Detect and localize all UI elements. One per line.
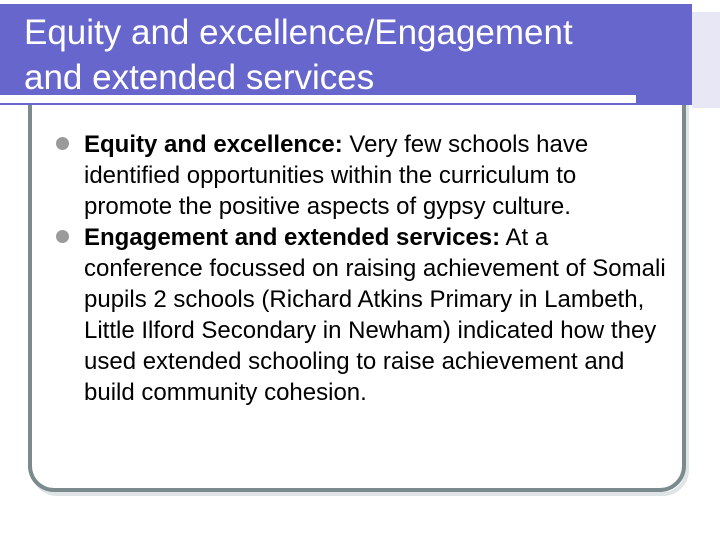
slide-title-line-2: and extended services (24, 58, 375, 97)
bullet-dot-icon (56, 230, 69, 243)
title-accent (692, 12, 720, 108)
bullet-item-engagement (56, 222, 668, 408)
bullet-item-equity (56, 129, 668, 222)
slide-title-line-1: Equity and excellence/Engagement (24, 13, 573, 52)
bullet-term-equity: Equity and excellence: (84, 131, 343, 158)
slide-title (24, 10, 644, 100)
bullet-description-equity: Very few schools have identified opportunities within the curriculum to promote the positive aspects of gypsy culture. (84, 131, 589, 220)
bullet-list (56, 129, 668, 408)
bullet-text-equity (84, 129, 668, 222)
bullet-dot-icon (56, 137, 69, 150)
bullet-description-engagement: At a conference focussed on raising achievement of Somali pupils 2 schools (Richard Atkins Primary in Lambeth, Little Ilford Secondary in Newham) indicated how they used extended schooling to raise achievement and build community cohesion. (84, 224, 666, 406)
bullet-term-engagement: Engagement and extended services: (84, 224, 501, 251)
bullet-text-engagement (84, 222, 668, 408)
